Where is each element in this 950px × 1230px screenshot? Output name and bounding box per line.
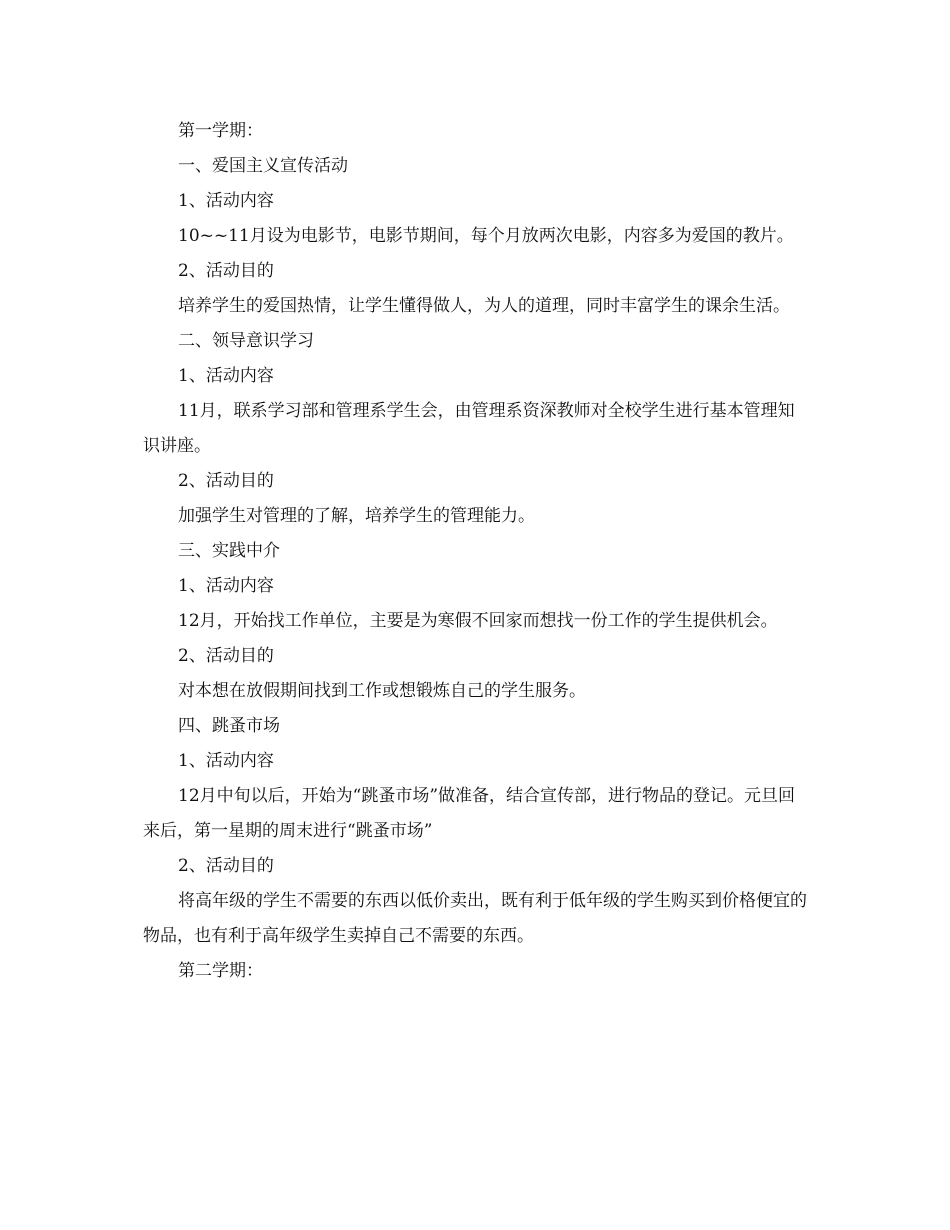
subsection-heading: 2、活动目的 <box>178 646 274 666</box>
subsection-heading: 2、活动目的 <box>178 261 274 281</box>
subsection-heading: 1、活动内容 <box>178 366 274 386</box>
body-paragraph: 对本想在放假期间找到工作或想锻炼自己的学生服务。 <box>178 681 586 701</box>
section-heading: 四、跳蚤市场 <box>178 716 280 736</box>
section-heading: 三、实践中介 <box>178 541 280 561</box>
subsection-heading: 1、活动内容 <box>178 191 274 211</box>
semester-heading: 第一学期： <box>178 121 263 141</box>
body-paragraph: 加强学生对管理的了解，培养学生的管理能力。 <box>178 506 535 526</box>
section-heading: 一、爱国主义宣传活动 <box>178 156 348 176</box>
semester-heading: 第二学期： <box>178 961 263 981</box>
subsection-heading: 1、活动内容 <box>178 576 274 596</box>
body-paragraph: 培养学生的爱国热情，让学生懂得做人，为人的道理，同时丰富学生的课余生活。 <box>178 296 790 316</box>
document-body <box>143 114 811 989</box>
subsection-heading: 2、活动目的 <box>178 471 274 491</box>
section-heading: 二、领导意识学习 <box>178 331 314 351</box>
subsection-heading: 2、活动目的 <box>178 856 274 876</box>
subsection-heading: 1、活动内容 <box>178 751 274 771</box>
body-paragraph: 11月，联系学习部和管理系学生会，由管理系资深教师对全校学生进行基本管理知识讲座。 <box>143 401 795 456</box>
body-paragraph: 12月，开始找工作单位，主要是为寒假不回家而想找一份工作的学生提供机会。 <box>178 611 778 631</box>
body-paragraph: 10~~11月设为电影节，电影节期间，每个月放两次电影，内容多为爱国的教片。 <box>178 226 794 246</box>
body-paragraph: 12月中旬以后，开始为“跳蚤市场”做准备，结合宣传部，进行物品的登记。元旦回来后，第一星期的周末进行“跳蚤市场” <box>143 786 796 841</box>
body-paragraph: 将高年级的学生不需要的东西以低价卖出，既有利于低年级的学生购买到价格便宜的物品，也有利于高年级学生卖掉自己不需要的东西。 <box>143 891 807 946</box>
